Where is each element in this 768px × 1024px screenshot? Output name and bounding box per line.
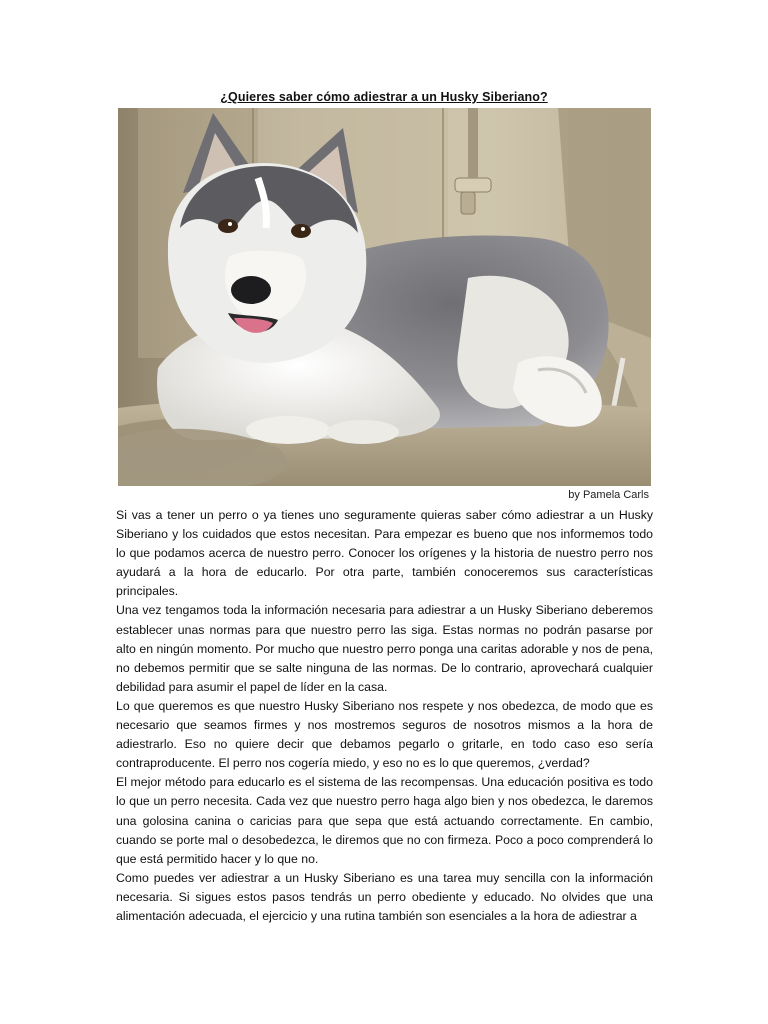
paragraph: Como puedes ver adiestrar a un Husky Siberiano es una tarea muy sencilla con la información necesaria. Si sigues estos pasos tendrás un perro obediente y educado. No olvides que una alimentación adecuada, el ejercicio y una rutina también son esenciales a la hora de adiestrar a	[116, 870, 653, 923]
paragraph: Una vez tengamos toda la información necesaria para adiestrar a un Husky Siberiano deberemos establecer unas normas para que nuestro perro las siga. Estas normas no podrán pasarse por alto en ningún momento. Por mucho que nuestro perro ponga una caritas adorable y nos de pena, no debemos permitir que se salte ninguna de las normas. De lo contrario, aprovechará cualquier debilidad para asumir el papel de líder en la casa.	[116, 603, 653, 694]
paragraph: El mejor método para educarlo es el sistema de las recompensas. Una educación positiva es todo lo que un perro necesita. Cada vez que nuestro perro haga algo bien y nos obedezca, le daremos una golosina canina o caricias para que sepa que está actuando correctamente. En cambio, cuando se porte mal o desobedezca, le diremos que no con firmeza. Poco a poco comprenderá lo que está permitido hacer y lo que no.	[116, 775, 653, 866]
document-title: ¿Quieres saber cómo adiestrar a un Husky Siberiano?	[220, 90, 548, 104]
paragraph: Si vas a tener un perro o ya tienes uno seguramente quieras saber cómo adiestrar a un Husky Siberiano y los cuidados que estos necesitan. Para empezar es bueno que nos informemos todo lo que podamos acerca de nuestro perro. Conocer los orígenes y la historia de nuestro perro nos ayudará a la hora de educarlo. Por otra parte, también conoceremos sus características principales.	[116, 508, 653, 599]
article-body	[116, 506, 653, 926]
husky-photo	[118, 108, 651, 486]
image-credit: by Pamela Carls	[568, 489, 649, 501]
paragraph: Lo que queremos es que nuestro Husky Siberiano nos respete y nos obedezca, de modo que es necesario que seamos firmes y nos mostremos seguros de nosotros mismos a la hora de adiestrarlo. Eso no quiere decir que debamos pegarlo o gritarle, en todo caso eso sería contraproducente. El perro nos cogería miedo, y eso no es lo que queremos, ¿verdad?	[116, 698, 653, 771]
